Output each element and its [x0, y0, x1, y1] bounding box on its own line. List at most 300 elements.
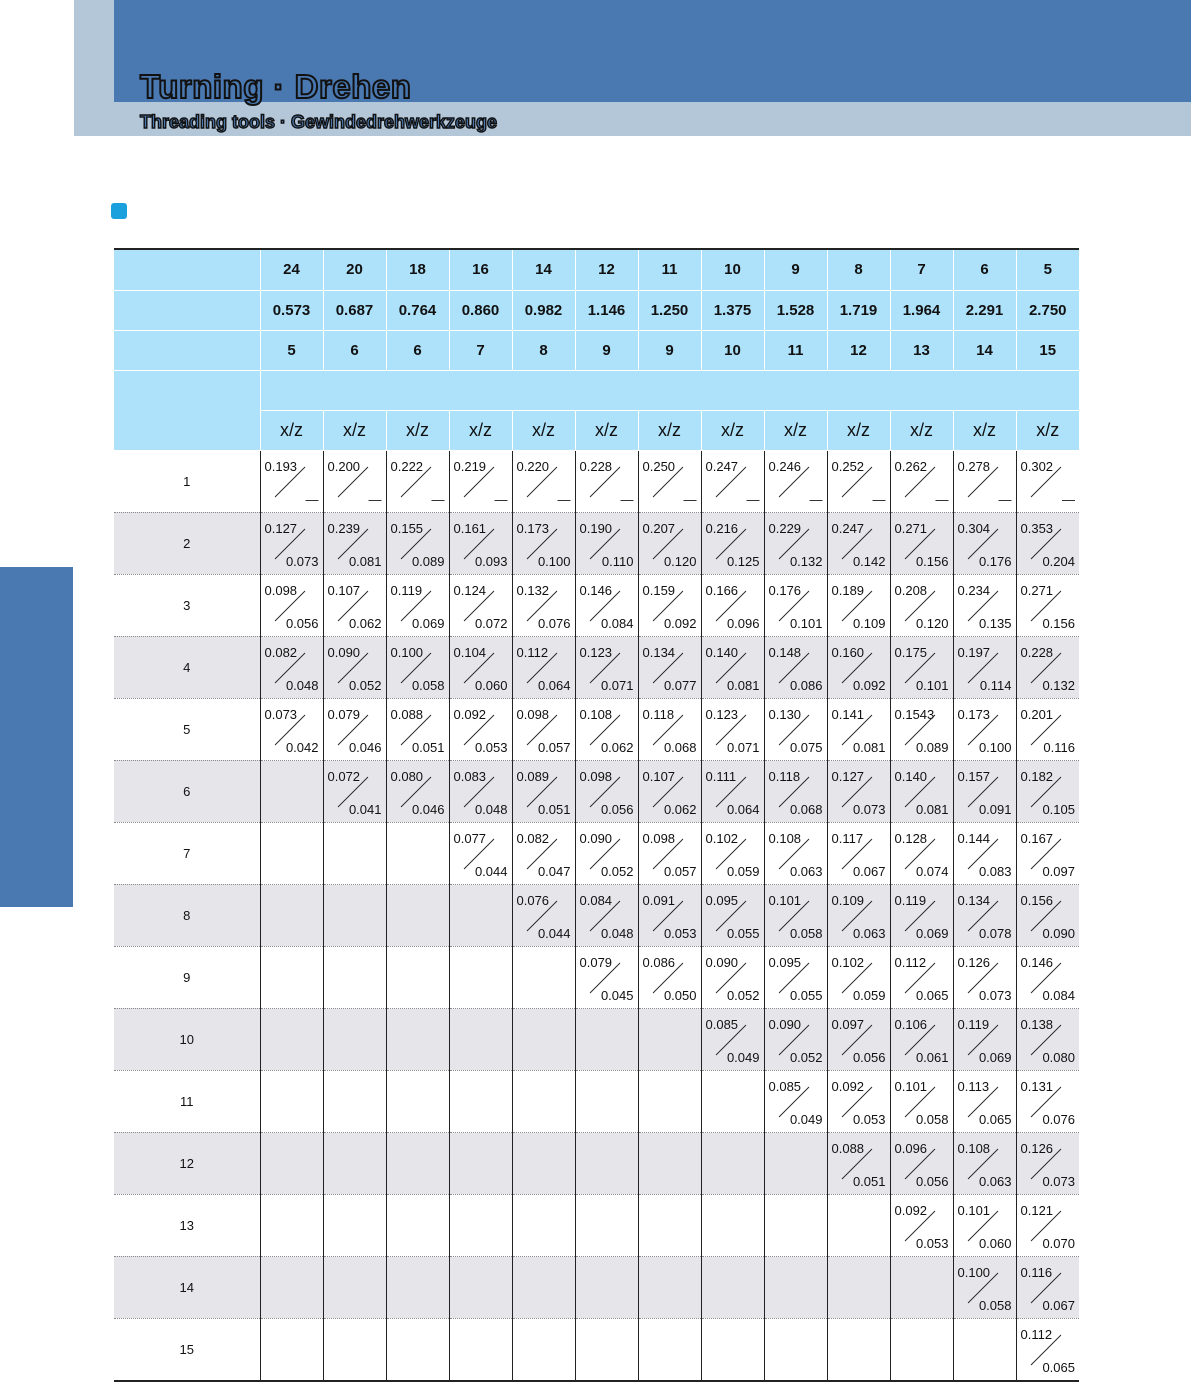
infeed-cell — [260, 636, 323, 698]
x-value: 0.124 — [453, 582, 487, 598]
depth-value: 0.982 — [512, 290, 575, 330]
infeed-cell — [890, 636, 953, 698]
empty-cell — [512, 1194, 575, 1256]
z-value: 0.045 — [600, 987, 634, 1003]
infeed-cell — [890, 1070, 953, 1132]
x-value: 0.132 — [516, 582, 550, 598]
x-value: 0.113 — [957, 1078, 990, 1094]
z-value: — — [935, 491, 949, 507]
infeed-cell — [827, 760, 890, 822]
infeed-cell — [1016, 512, 1079, 574]
x-value: 0.148 — [768, 644, 802, 660]
xz-label: x/z — [449, 410, 512, 450]
tpi-value: 6 — [953, 250, 1016, 290]
z-value: 0.100 — [537, 553, 571, 569]
infeed-cell — [953, 512, 1016, 574]
infeed-cell — [953, 760, 1016, 822]
infeed-cell — [953, 1132, 1016, 1194]
table-body — [114, 450, 1079, 1380]
infeed-cell — [449, 760, 512, 822]
z-value: 0.063 — [789, 863, 823, 879]
z-value: 0.053 — [663, 925, 697, 941]
infeed-table — [114, 248, 1079, 1382]
z-value: 0.097 — [1042, 863, 1075, 879]
infeed-cell — [449, 822, 512, 884]
x-value: 0.116 — [1020, 1264, 1053, 1280]
empty-cell — [575, 1132, 638, 1194]
infeed-cell — [1016, 1008, 1079, 1070]
x-value: 0.166 — [705, 582, 739, 598]
empty-cell — [638, 1132, 701, 1194]
z-value: 0.101 — [789, 615, 823, 631]
x-value: 0.127 — [831, 768, 865, 784]
x-value: 0.095 — [705, 892, 739, 908]
empty-cell — [575, 1318, 638, 1380]
z-value: 0.058 — [789, 925, 823, 941]
empty-cell — [764, 1256, 827, 1318]
passes-value: 12 — [827, 330, 890, 370]
infeed-cell — [890, 574, 953, 636]
z-value: 0.051 — [411, 739, 445, 755]
z-value: 0.051 — [537, 801, 571, 817]
infeed-cell — [701, 698, 764, 760]
depth-value: 2.291 — [953, 290, 1016, 330]
infeed-cell — [764, 1008, 827, 1070]
infeed-cell — [386, 574, 449, 636]
infeed-cell — [638, 698, 701, 760]
z-value: 0.062 — [663, 801, 697, 817]
empty-cell — [386, 946, 449, 1008]
pass-row — [114, 1008, 1079, 1070]
empty-cell — [323, 946, 386, 1008]
infeed-cell — [764, 884, 827, 946]
diagonal-divider — [903, 465, 937, 499]
z-value: 0.056 — [915, 1173, 949, 1189]
infeed-cell — [575, 822, 638, 884]
infeed-cell — [638, 822, 701, 884]
empty-cell — [764, 1194, 827, 1256]
passes-value: 10 — [701, 330, 764, 370]
z-value: 0.092 — [663, 615, 697, 631]
infeed-cell — [1016, 574, 1079, 636]
x-value: 0.082 — [264, 644, 298, 660]
x-value: 0.079 — [327, 706, 361, 722]
infeed-cell — [638, 636, 701, 698]
infeed-cell — [386, 450, 449, 512]
empty-cell — [575, 1070, 638, 1132]
infeed-cell — [890, 512, 953, 574]
infeed-cell — [827, 636, 890, 698]
x-value: 0.092 — [831, 1078, 865, 1094]
z-value: 0.055 — [789, 987, 823, 1003]
diagonal-divider — [525, 465, 559, 499]
z-value: 0.081 — [915, 801, 949, 817]
infeed-cell — [386, 636, 449, 698]
infeed-cell — [575, 636, 638, 698]
x-value: 0.159 — [642, 582, 676, 598]
diagonal-divider — [399, 465, 433, 499]
z-value: 0.048 — [600, 925, 634, 941]
x-value: 0.246 — [768, 458, 802, 474]
empty-cell — [701, 1318, 764, 1380]
z-value: 0.096 — [726, 615, 760, 631]
xz-label: x/z — [764, 410, 827, 450]
x-value: 0.090 — [327, 644, 361, 660]
z-value: 0.053 — [474, 739, 508, 755]
empty-cell — [386, 1070, 449, 1132]
z-value: 0.176 — [978, 553, 1012, 569]
z-value: — — [494, 491, 508, 507]
x-value: 0.271 — [894, 520, 928, 536]
depth-row — [114, 290, 1079, 330]
empty-cell — [638, 1070, 701, 1132]
z-value: — — [305, 491, 319, 507]
infeed-cell — [890, 946, 953, 1008]
z-value: 0.132 — [789, 553, 823, 569]
tpi-row-label — [114, 250, 260, 290]
z-value: 0.073 — [285, 553, 319, 569]
passes-value: 6 — [386, 330, 449, 370]
infeed-cell — [1016, 450, 1079, 512]
z-value: 0.105 — [1042, 801, 1075, 817]
z-value: 0.052 — [726, 987, 760, 1003]
z-value: 0.081 — [726, 677, 760, 693]
pass-row — [114, 946, 1079, 1008]
infeed-cell — [449, 698, 512, 760]
x-value: 0.222 — [390, 458, 424, 474]
depth-value: 0.573 — [260, 290, 323, 330]
empty-cell — [512, 1008, 575, 1070]
z-value: 0.071 — [726, 739, 760, 755]
x-value: 0.097 — [831, 1016, 865, 1032]
x-value: 0.102 — [831, 954, 865, 970]
infeed-cell — [701, 450, 764, 512]
passes-value: 5 — [260, 330, 323, 370]
x-value: 0.085 — [768, 1078, 802, 1094]
infeed-cell — [512, 512, 575, 574]
x-value: 0.079 — [579, 954, 613, 970]
z-value: 0.049 — [726, 1049, 760, 1065]
z-value: 0.067 — [1042, 1297, 1075, 1313]
pass-row — [114, 698, 1079, 760]
x-value: 0.247 — [705, 458, 739, 474]
z-value: 0.064 — [537, 677, 571, 693]
infeed-cell — [701, 574, 764, 636]
empty-cell — [386, 822, 449, 884]
diagonal-divider — [840, 465, 874, 499]
x-value: 0.082 — [516, 830, 550, 846]
empty-cell — [764, 1132, 827, 1194]
infeed-cell — [449, 512, 512, 574]
passes-value: 9 — [638, 330, 701, 370]
empty-cell — [512, 946, 575, 1008]
pass-row — [114, 1070, 1079, 1132]
infeed-cell — [575, 574, 638, 636]
infeed-cell — [764, 1070, 827, 1132]
tpi-value: 12 — [575, 250, 638, 290]
empty-cell — [701, 1132, 764, 1194]
empty-cell — [260, 822, 323, 884]
empty-cell — [638, 1256, 701, 1318]
pass-column-label — [114, 370, 260, 450]
empty-cell — [449, 884, 512, 946]
pass-row — [114, 450, 1079, 512]
z-value: — — [746, 491, 760, 507]
z-value: 0.058 — [978, 1297, 1012, 1313]
infeed-cell — [1016, 884, 1079, 946]
x-value: 0.083 — [453, 768, 487, 784]
infeed-cell — [1016, 1318, 1079, 1380]
infeed-cell — [953, 574, 1016, 636]
x-value: 0.098 — [264, 582, 298, 598]
z-value: — — [431, 491, 445, 507]
infeed-cell — [575, 698, 638, 760]
x-value: 0.073 — [264, 706, 298, 722]
diagonal-divider — [777, 465, 811, 499]
infeed-cell — [890, 760, 953, 822]
infeed-cell — [638, 946, 701, 1008]
z-value: 0.046 — [348, 739, 382, 755]
x-value: 0.123 — [705, 706, 739, 722]
x-value: 0.250 — [642, 458, 676, 474]
infeed-cell — [701, 636, 764, 698]
z-value: 0.048 — [474, 801, 508, 817]
x-value: 0.098 — [642, 830, 676, 846]
z-value: 0.062 — [600, 739, 634, 755]
x-value: 0.107 — [642, 768, 676, 784]
z-value: 0.065 — [915, 987, 949, 1003]
z-value: 0.056 — [600, 801, 634, 817]
infeed-cell — [764, 946, 827, 1008]
diagonal-divider — [336, 465, 370, 499]
empty-cell — [827, 1256, 890, 1318]
xz-label: x/z — [575, 410, 638, 450]
x-value: 0.173 — [516, 520, 550, 536]
x-value: 0.228 — [579, 458, 613, 474]
infeed-cell — [1016, 822, 1079, 884]
pass-row — [114, 1256, 1079, 1318]
pass-number: 6 — [114, 760, 260, 822]
z-value: 0.120 — [663, 553, 697, 569]
infeed-cell — [638, 450, 701, 512]
z-value: 0.116 — [1043, 739, 1075, 755]
x-value: 0.138 — [1020, 1016, 1054, 1032]
infeed-cell — [323, 512, 386, 574]
passes-value: 6 — [323, 330, 386, 370]
x-value: 0.104 — [453, 644, 487, 660]
tpi-row — [114, 250, 1079, 290]
infeed-cell — [1016, 636, 1079, 698]
x-value: 0.146 — [579, 582, 613, 598]
infeed-cell — [827, 1008, 890, 1070]
infeed-cell — [323, 760, 386, 822]
blank-header-span — [260, 370, 1079, 410]
x-value: 0.091 — [642, 892, 676, 908]
infeed-cell — [1016, 1132, 1079, 1194]
passes-value: 15 — [1016, 330, 1079, 370]
x-value: 0.176 — [768, 582, 802, 598]
z-value: 0.064 — [726, 801, 760, 817]
infeed-cell — [953, 1256, 1016, 1318]
depth-value: 1.250 — [638, 290, 701, 330]
infeed-cell — [386, 760, 449, 822]
x-value: 0.146 — [1020, 954, 1054, 970]
z-value: — — [620, 491, 634, 507]
z-value: 0.083 — [978, 863, 1012, 879]
x-value: 0.095 — [768, 954, 802, 970]
infeed-cell — [638, 884, 701, 946]
empty-cell — [323, 1318, 386, 1380]
infeed-cell — [764, 698, 827, 760]
empty-cell — [449, 1070, 512, 1132]
tpi-value: 14 — [512, 250, 575, 290]
infeed-cell — [1016, 1070, 1079, 1132]
empty-cell — [386, 884, 449, 946]
x-value: 0.190 — [579, 520, 613, 536]
empty-cell — [323, 1194, 386, 1256]
x-value: 0.197 — [957, 644, 991, 660]
infeed-cell — [890, 1132, 953, 1194]
pass-number: 2 — [114, 512, 260, 574]
x-value: 0.107 — [327, 582, 361, 598]
infeed-cell — [575, 450, 638, 512]
xz-label: x/z — [953, 410, 1016, 450]
pass-number: 7 — [114, 822, 260, 884]
empty-cell — [260, 1132, 323, 1194]
pass-number: 5 — [114, 698, 260, 760]
tpi-value: 7 — [890, 250, 953, 290]
infeed-cell — [1016, 946, 1079, 1008]
pass-row — [114, 1194, 1079, 1256]
x-value: 0.106 — [894, 1016, 928, 1032]
infeed-cell — [764, 760, 827, 822]
x-value: 0.098 — [579, 768, 613, 784]
infeed-cell — [953, 636, 1016, 698]
z-value: 0.049 — [789, 1111, 823, 1127]
z-value: 0.142 — [852, 553, 886, 569]
infeed-cell — [638, 512, 701, 574]
z-value: 0.081 — [348, 553, 382, 569]
z-value: 0.081 — [852, 739, 886, 755]
x-value: 0.141 — [831, 706, 865, 722]
x-value: 0.128 — [894, 830, 928, 846]
empty-cell — [260, 760, 323, 822]
infeed-cell — [701, 884, 764, 946]
x-value: 0.084 — [579, 892, 613, 908]
depth-value: 1.375 — [701, 290, 764, 330]
z-value: 0.074 — [915, 863, 949, 879]
depth-value: 0.687 — [323, 290, 386, 330]
z-value: 0.072 — [474, 615, 508, 631]
x-value: 0.234 — [957, 582, 991, 598]
x-value: 0.167 — [1020, 830, 1054, 846]
diagonal-divider — [966, 465, 1000, 499]
pass-number: 3 — [114, 574, 260, 636]
page-subtitle: Threading tools · Gewindedrehwerkzeuge — [140, 112, 498, 132]
infeed-cell — [260, 450, 323, 512]
xz-label: x/z — [323, 410, 386, 450]
xz-label: x/z — [260, 410, 323, 450]
xz-label: x/z — [827, 410, 890, 450]
x-value: 0.112 — [894, 954, 927, 970]
x-value: 0.119 — [894, 892, 927, 908]
x-value: 0.096 — [894, 1140, 928, 1156]
pass-row — [114, 636, 1079, 698]
z-value: 0.052 — [600, 863, 634, 879]
x-value: 0.252 — [831, 458, 865, 474]
x-value: 0.208 — [894, 582, 928, 598]
tpi-value: 10 — [701, 250, 764, 290]
xz-label: x/z — [638, 410, 701, 450]
x-value: 0.278 — [957, 458, 991, 474]
infeed-cell — [953, 698, 1016, 760]
empty-cell — [260, 946, 323, 1008]
z-value: 0.068 — [663, 739, 697, 755]
z-value: 0.058 — [411, 677, 445, 693]
x-value: 0.086 — [642, 954, 676, 970]
tpi-value: 18 — [386, 250, 449, 290]
x-value: 0.200 — [327, 458, 361, 474]
depth-value: 0.764 — [386, 290, 449, 330]
passes-value: 13 — [890, 330, 953, 370]
x-value: 0.219 — [453, 458, 487, 474]
pass-number: 1 — [114, 450, 260, 512]
diagonal-divider — [714, 465, 748, 499]
tpi-value: 11 — [638, 250, 701, 290]
page-title: Turning · Drehen — [140, 68, 412, 105]
empty-cell — [260, 884, 323, 946]
z-value: 0.156 — [1042, 615, 1075, 631]
x-value: 0.089 — [516, 768, 550, 784]
z-value: 0.114 — [979, 677, 1012, 693]
x-value: 0.140 — [705, 644, 739, 660]
infeed-cell — [512, 822, 575, 884]
x-value: 0.173 — [957, 706, 991, 722]
infeed-cell — [953, 884, 1016, 946]
infeed-cell — [953, 1008, 1016, 1070]
infeed-cell — [575, 946, 638, 1008]
x-value: 0.353 — [1020, 520, 1054, 536]
x-value: 0.121 — [1020, 1202, 1054, 1218]
infeed-cell — [827, 1132, 890, 1194]
diagonal-divider — [273, 465, 307, 499]
empty-cell — [260, 1256, 323, 1318]
infeed-cell — [386, 512, 449, 574]
infeed-cell — [701, 1008, 764, 1070]
tpi-value: 8 — [827, 250, 890, 290]
z-value: 0.070 — [1042, 1235, 1075, 1251]
x-value: 0.119 — [390, 582, 423, 598]
x-value: 0.127 — [264, 520, 298, 536]
empty-cell — [260, 1318, 323, 1380]
diagonal-divider — [1029, 465, 1063, 499]
infeed-cell — [764, 450, 827, 512]
infeed-cell — [260, 698, 323, 760]
xz-label: x/z — [1016, 410, 1079, 450]
z-value: 0.086 — [789, 677, 823, 693]
infeed-cell — [701, 946, 764, 1008]
z-value: 0.073 — [978, 987, 1012, 1003]
empty-cell — [260, 1194, 323, 1256]
z-value: 0.051 — [852, 1173, 886, 1189]
z-value: 0.109 — [852, 615, 886, 631]
passes-row-label — [114, 330, 260, 370]
pass-number: 11 — [114, 1070, 260, 1132]
infeed-cell — [323, 450, 386, 512]
empty-cell — [449, 946, 512, 1008]
x-value: 0.134 — [642, 644, 676, 660]
x-value: 0.077 — [453, 830, 487, 846]
